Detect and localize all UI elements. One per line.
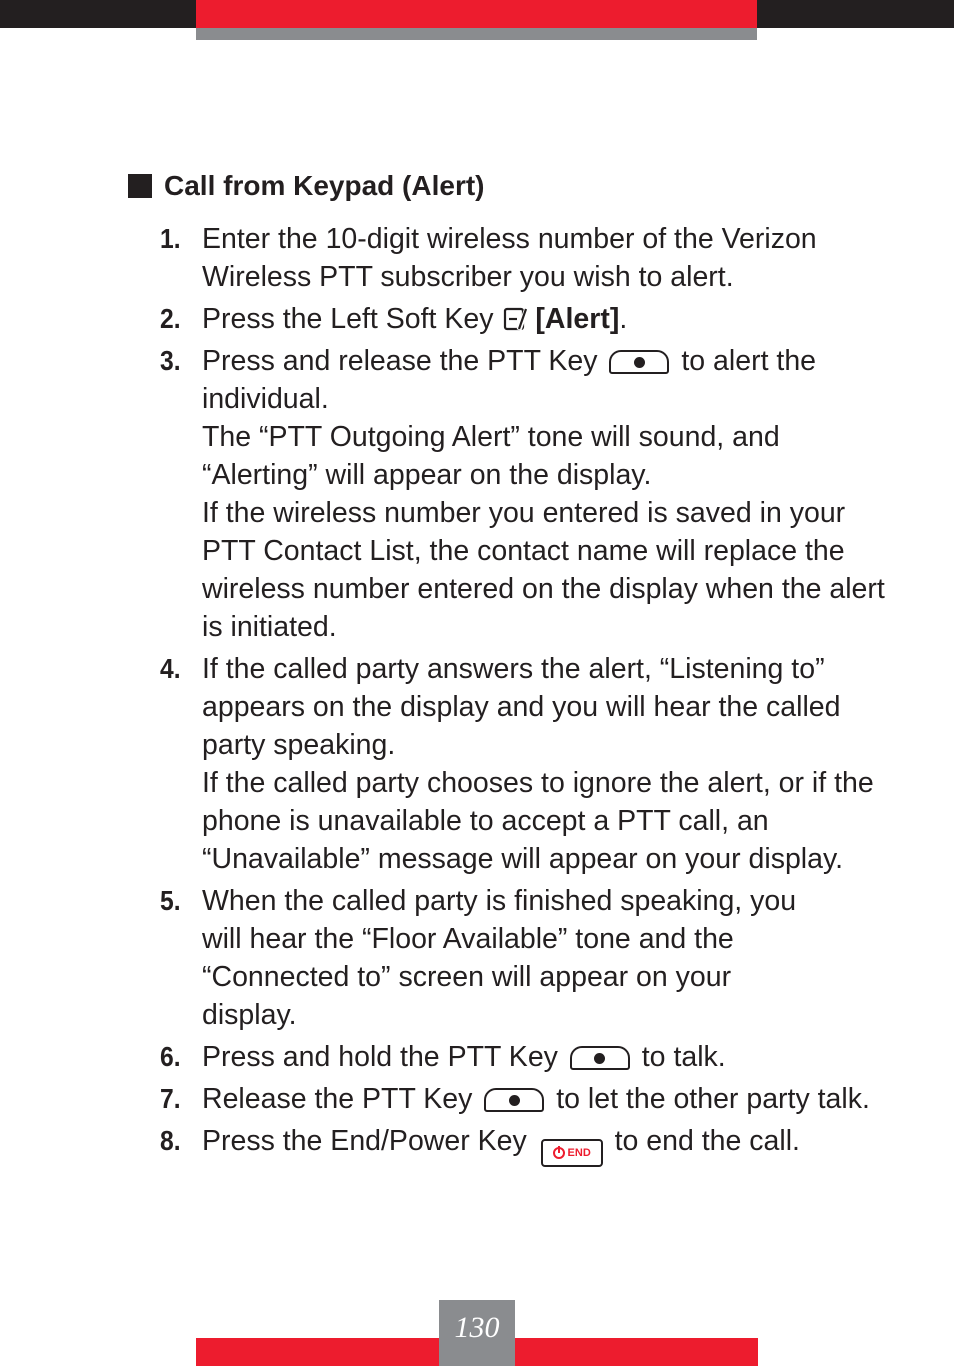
ptt-key-icon <box>609 350 669 374</box>
step-number: 7. <box>160 1083 181 1114</box>
end-key-label: END <box>567 1147 591 1159</box>
step-text-after: to let the other party talk. <box>556 1083 870 1115</box>
step-text <box>202 1080 890 1118</box>
header-band-grey <box>196 28 757 40</box>
header-band-black-right <box>757 0 954 28</box>
step-8 <box>160 1122 890 1167</box>
step-number: 5. <box>160 885 181 916</box>
step-number: 6. <box>160 1041 181 1072</box>
step-text <box>202 1038 890 1076</box>
step-text-before: Press the End/Power Key <box>202 1125 527 1157</box>
step-1 <box>160 220 890 296</box>
step-text-before: Press and hold the PTT Key <box>202 1041 558 1073</box>
step-number: 1. <box>160 223 181 254</box>
ptt-key-icon <box>484 1088 544 1112</box>
step-text-after: to talk. <box>641 1041 726 1073</box>
step-text-after: . <box>619 303 628 335</box>
left-soft-key-icon <box>503 306 529 332</box>
step-number: 4. <box>160 653 181 684</box>
footer-band-red-left <box>196 1338 439 1366</box>
section-title: Call from Keypad (Alert) <box>164 170 485 201</box>
footer-band-red-right <box>515 1338 758 1366</box>
header-band-black-left <box>0 0 196 28</box>
alert-soft-key-label: [Alert] <box>535 303 620 335</box>
square-bullet-icon <box>128 174 152 198</box>
step-6 <box>160 1038 890 1076</box>
step-note: If the called party chooses to ignore the alert, or if the phone is unavailable to accept a PTT call, an “Unavailable” message will appear on your display. <box>202 767 874 875</box>
step-5 <box>160 882 890 1034</box>
power-symbol-icon <box>553 1147 565 1159</box>
step-text <box>202 342 890 418</box>
step-text-before: Release the PTT Key <box>202 1083 473 1115</box>
section-heading <box>128 166 485 206</box>
ptt-key-icon <box>570 1046 630 1070</box>
step-4 <box>160 650 890 878</box>
steps-list <box>160 220 890 1171</box>
step-note: The “PTT Outgoing Alert” tone will sound, and “Alerting” will appear on the display. <box>202 421 780 491</box>
header-band-red <box>196 0 757 28</box>
step-number: 3. <box>160 345 181 376</box>
step-7 <box>160 1080 890 1118</box>
step-text: Enter the 10-digit wireless number of the Verizon Wireless PTT subscriber you wish to alert. <box>202 223 817 293</box>
end-power-key-icon <box>541 1139 603 1167</box>
step-3 <box>160 342 890 646</box>
step-text: When the called party is finished speaking, you will hear the “Floor Available” tone and the “Connected to” screen will appear on your display. <box>202 885 797 1031</box>
step-text <box>202 300 890 338</box>
step-note: If the wireless number you entered is saved in your PTT Contact List, the contact name will replace the wireless number entered on the display when the alert is initiated. <box>202 497 885 643</box>
step-text-before: Press and release the PTT Key <box>202 345 598 377</box>
step-number: 8. <box>160 1125 181 1156</box>
step-text-before: Press the Left Soft Key <box>202 303 494 335</box>
step-text: If the called party answers the alert, “Listening to” appears on the display and you will hear the called party speaking. <box>202 653 841 761</box>
step-text-after: to alert the individual. <box>202 345 817 415</box>
step-text <box>202 1122 890 1167</box>
page-number: 130 <box>439 1300 515 1366</box>
step-text-after: to end the call. <box>614 1125 800 1157</box>
step-number: 2. <box>160 303 181 334</box>
step-2 <box>160 300 890 338</box>
